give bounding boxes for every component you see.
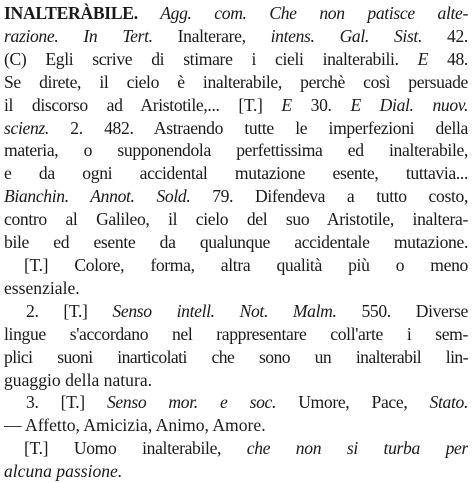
- sense-3-line-2: [4, 414, 468, 437]
- line-text: materia, o supponendola perfettissima ed inalterabile,: [4, 140, 468, 161]
- line-text: plici suoni inarticolati che sono un inalterabil lin-: [4, 346, 468, 367]
- definition-italic: che non si turba per: [246, 438, 468, 459]
- definition-italic: alcuna passione.: [4, 461, 123, 482]
- line-text: 2. 482. Astraendo tutte le imperfezioni della: [48, 117, 468, 138]
- citation-ref: Bianchin. Annot. Sold.: [4, 186, 191, 207]
- entry-line-4: [4, 71, 468, 94]
- line-text: [T.] Colore, forma, altra qualità più o meno: [24, 254, 468, 275]
- entry-line-2: [4, 25, 468, 48]
- sense-3-line-4: [4, 460, 468, 483]
- sense-2-line-2: [4, 323, 468, 346]
- line-text: — Affetto, Amicizia, Animo, Amore.: [4, 415, 266, 436]
- citation-ref: Senso intell. Not. Malm.: [112, 300, 337, 321]
- line-text: bile ed esente da qualunque accidentale mutazione.: [4, 232, 468, 253]
- citation-ref: Stato.: [429, 392, 468, 413]
- sense-2-line-1: [4, 300, 468, 323]
- line-text: 42.: [422, 25, 468, 46]
- line-text: 48.: [428, 48, 468, 69]
- entry-line-1: [4, 2, 468, 25]
- entry-line-3: [4, 48, 468, 71]
- line-text: 79. Difendeva a tutto costo,: [190, 186, 468, 207]
- citation-ref: scienz.: [4, 117, 49, 138]
- entry-line-6: [4, 117, 468, 140]
- line-text: 550. Diverse: [336, 300, 468, 321]
- line-text: (C) Egli scrive di stimare i cieli inalterabili.: [4, 48, 418, 69]
- citation-ref: Senso mor. e soc.: [106, 392, 277, 413]
- line-text: Se direte, il cielo è inalterabile, perchè così persuade: [4, 71, 468, 92]
- line-text: contro al Galileo, il cielo del suo Aristotile, inaltera-: [4, 209, 468, 230]
- line-text: Umore, Pace,: [276, 392, 430, 413]
- citation-ref: E Dial. nuov.: [350, 94, 468, 115]
- citation-ref: razione. In Tert.: [4, 25, 153, 46]
- sense-number: 3. [T.]: [26, 392, 107, 413]
- dictionary-entry: [4, 2, 468, 483]
- entry-line-7: [4, 139, 468, 162]
- sense-2-line-4: [4, 369, 468, 392]
- sense-3-line-1: [4, 391, 468, 414]
- citation-ref: intens. Gal. Sist.: [270, 25, 423, 46]
- entry-line-9: [4, 185, 468, 208]
- sense-number: 2. [T.]: [26, 300, 113, 321]
- entry-line-10: [4, 208, 468, 231]
- headword: INALTERÀBILE.: [4, 3, 138, 23]
- entry-line-5: [4, 94, 468, 117]
- entry-line-12: [4, 254, 468, 277]
- entry-line-13: [4, 277, 468, 300]
- entry-line-8: [4, 162, 468, 185]
- line-text: lingue s'accordano nel rappresentare coll'arte i sem-: [4, 323, 468, 344]
- line-text: 30.: [291, 94, 351, 115]
- citation-ref: E: [417, 48, 429, 69]
- line-text: Inalterare,: [152, 25, 271, 46]
- line-text: e da ogni accidental mutazione esente, tuttavia...: [4, 163, 468, 184]
- citation-ref: E: [281, 94, 292, 115]
- line-text: il discorso ad Aristotile,... [T.]: [4, 94, 282, 115]
- line-text: essenziale.: [4, 277, 80, 298]
- grammar-definition: Agg. com. Che non patisce alte-: [137, 3, 468, 23]
- line-text: [T.] Uomo inalterabile,: [24, 438, 247, 459]
- sense-2-line-3: [4, 346, 468, 369]
- entry-line-11: [4, 231, 468, 254]
- line-text: guaggio della natura.: [4, 369, 153, 390]
